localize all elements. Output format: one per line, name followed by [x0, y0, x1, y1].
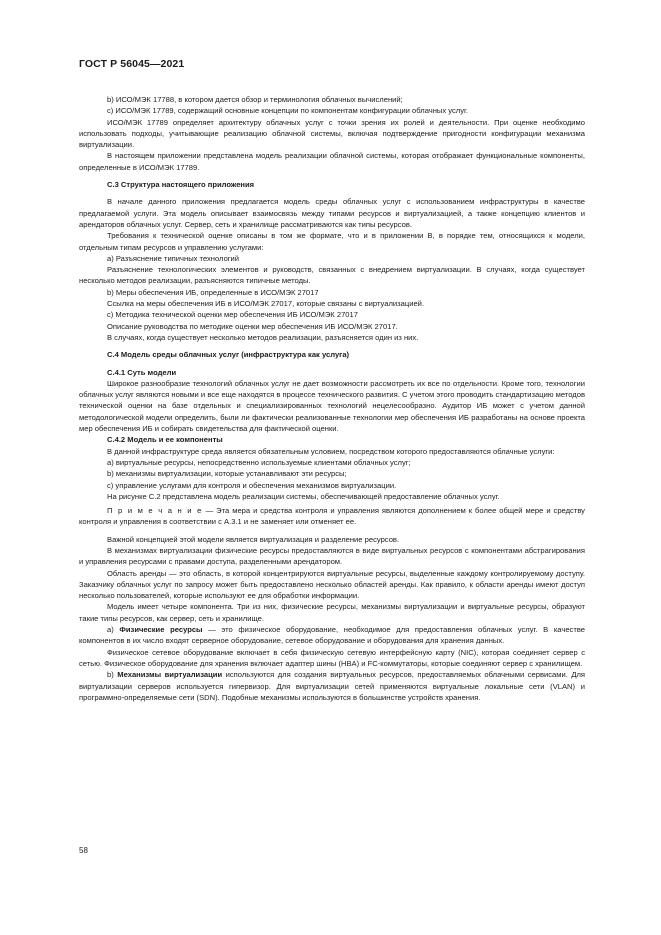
- term: Механизмы виртуализации: [117, 670, 223, 680]
- paragraph: В настоящем приложении представлена модель реализации облачной системы, которая отображает функциональные компоненты, определенные в ИСО/МЭК 17789.: [79, 151, 585, 172]
- paragraph: В данной инфраструктуре среда является обязательным условием, посредством которого предоставляются облачные услуги:: [107, 446, 555, 456]
- paragraph: Описание руководства по методике оценки мер обеспечения ИБ ИСО/МЭК 27017.: [107, 321, 398, 331]
- paragraph: [79, 624, 585, 647]
- subsection-heading: С.4.1 Суть модели: [107, 367, 177, 377]
- list-item: c) Методика технической оценки мер обеспечения ИБ ИСО/МЭК 27017: [107, 310, 358, 320]
- paragraph: Область аренды — это область, в которой концентрируются виртуальные ресурсы, выделенные каждому контролируемому доступу. Заказчику облачных услуг по запросу может быть предоставлено несколько областей аренды. Как правило, к области аренды имеют доступ несколько пользователей, которые используют ее для обработки информации.: [79, 568, 585, 601]
- paragraph: Важной концепцией этой модели является виртуализация и разделение ресурсов.: [107, 534, 400, 544]
- list-item: b) Меры обеспечения ИБ, определенные в ИСО/МЭК 27017: [107, 287, 319, 297]
- paragraph: Разъяснение технологических элементов и руководств, связанных с внедрением виртуализации. В случаях, когда существует несколько методов реализации, разъясняются типичные методы.: [79, 265, 585, 286]
- paragraph: ИСО/МЭК 17789 определяет архитектуру облачных услуг с точки зрения их ролей и деятельности. При оценке необходимо использовать подходы, учитывающие реализацию облачной системы, включая подтверждение пригодности конфигурации механизма виртуализации.: [79, 117, 585, 150]
- paragraph: Модель имеет четыре компонента. Три из них, физические ресурсы, механизмы виртуализации и виртуальные ресурсы, образуют такие типы ресурсов, как сервер, сеть и хранилище.: [79, 602, 585, 623]
- list-item: c) управление услугами для контроля и обеспечения механизмов виртуализации.: [107, 480, 397, 490]
- list-marker: b): [107, 670, 118, 680]
- note-label: П р и м е ч а н и е: [107, 506, 203, 516]
- paragraph: На рисунке С.2 представлена модель реализации системы, обеспечивающей предоставление облачных услуг.: [107, 491, 500, 501]
- page-body: [79, 94, 585, 703]
- paragraph: В механизмах виртуализации физические ресурсы предоставляются в виде виртуальных ресурсов с компонентами абстрагирования и управления ресурсами с правами доступа, разделенными арендатором.: [79, 545, 585, 567]
- paragraph: Широкое разнообразие технологий облачных услуг не дает возможности рассмотреть их все по отдельности. Кроме того, технологии облачных услуг являются новыми и все еще находятся в процессе технического развития. С учетом этого проводить стандартизацию методов технической оценки на базе отдельных и специализированных технологий нецелесообразно. Аудитор ИБ может с учетом данной методологической модели определить, были ли фактически реализованные технологии мер обеспечения ИБ разработаны на основе проекта мер обеспечения ИБ и собирать свидетельства для фактической оценки.: [79, 378, 585, 434]
- paragraph: [79, 669, 585, 703]
- paragraph: В начале данного приложения предлагается модель среды облачных услуг с использованием инфраструктуры в качестве предлагаемой услуги. Эта модель описывает взаимосвязь между типами ресурсов и виртуализацией, а также концепцию клиентов и арендаторов облачных услуг. Сервер, сеть и хранилище рассматриваются как типы ресурсов.: [79, 197, 585, 229]
- list-marker: a): [107, 625, 120, 635]
- term: Физические ресурсы: [119, 625, 203, 635]
- paragraph: c) ИСО/МЭК 17789, содержащий основные концепции по компонентам конфигурации облачных услуг.: [107, 106, 468, 116]
- paragraph: В случаях, когда существует несколько методов реализации, разъясняется один из них.: [107, 332, 419, 342]
- page-number: 58: [79, 846, 88, 855]
- section-heading: С.3 Структура настоящего приложения: [107, 180, 255, 190]
- section-heading: С.4 Модель среды облачных услуг (инфраструктура как услуга): [107, 350, 350, 360]
- term-definition: — это физическое оборудование, необходимое для предоставления облачных услуг. В качестве компонентов в их число входят серверное оборудование, сетевое оборудование и оборудования для хранения данных.: [79, 625, 585, 646]
- list-item: b) механизмы виртуализации, которые устанавливают эти ресурсы;: [107, 469, 347, 479]
- subsection-heading: С.4.2 Модель и ее компоненты: [107, 435, 223, 445]
- paragraph: Требования к технической оценке описаны в том же формате, что и в приложении В, в порядке тем, относящихся к модели, отдельным типам ресурсов и управлению услугами:: [79, 231, 585, 252]
- paragraph: Физическое сетевое оборудование включает в себя физическую сетевую интерфейсную карту (NIC), которая соединяет сервер с сетью. Физическое оборудование для хранения включает адаптер шины (HBA) и FC-коммутаторы, которые соединяют сервер с хранилищем.: [79, 647, 585, 668]
- note: [79, 505, 585, 528]
- list-item: a) Разъяснение типичных технологий: [107, 253, 240, 263]
- list-item: a) виртуальные ресурсы, непосредственно используемые клиентами облачных услуг;: [107, 457, 411, 467]
- paragraph: Ссылка на меры обеспечения ИБ в ИСО/МЭК 27017, которые связаны с виртуализацией.: [107, 299, 425, 309]
- paragraph: b) ИСО/МЭК 17788, в котором дается обзор и терминология облачных вычислений;: [107, 95, 403, 104]
- note-text: — Эта мера и средства контроля и управления являются дополнением к более общей мере и средству контроля и управления в соответствии с А.3.1 и не заменяет или отменяет ее.: [79, 506, 585, 527]
- term-definition: используются для создания виртуальных ресурсов, предоставляемых облачными сервисами. Для виртуализации серверов используется гипервизор. Для виртуализации сетей применяются виртуальные локальные сети (VLAN) и программно-определяемые сети (SDN). Подобные механизмы используются в большинстве устройств хранения.: [79, 670, 586, 702]
- document-header: ГОСТ Р 56045—2021: [79, 58, 185, 70]
